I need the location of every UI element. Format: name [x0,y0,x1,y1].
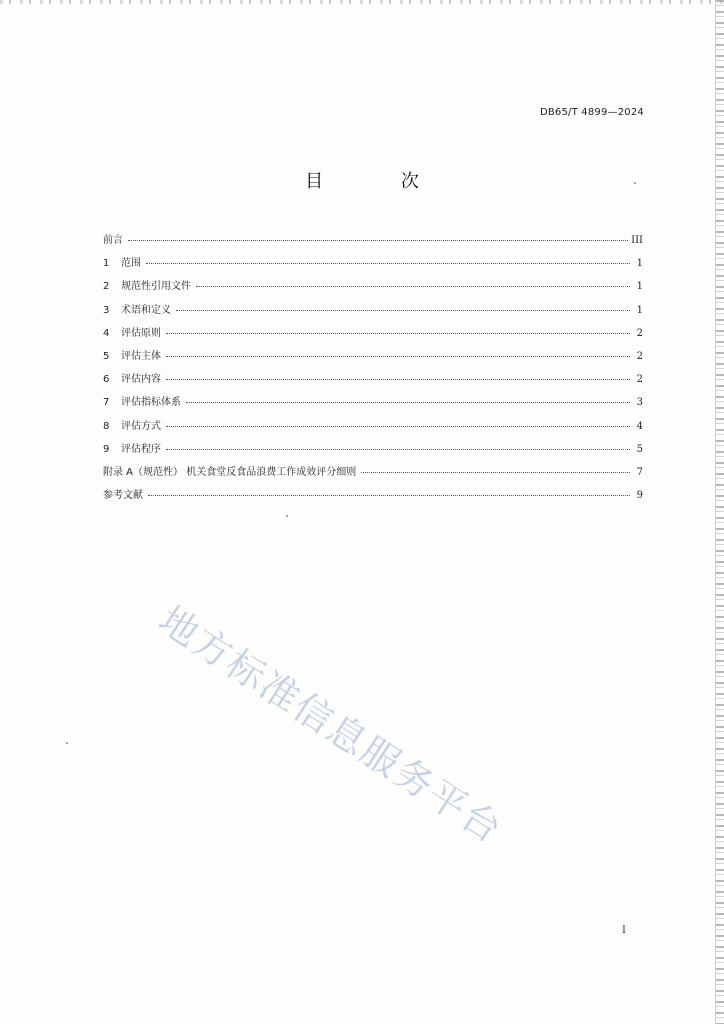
table-of-contents [103,231,643,509]
toc-leader-dots [166,439,630,450]
page-title: 目 次 [305,171,455,192]
toc-leader-dots [361,462,630,473]
toc-entry-number: 6 [103,374,110,386]
toc-entry-title: 术语和定义 [121,304,171,316]
toc-entry[interactable] [103,254,643,277]
toc-entry[interactable] [103,347,643,370]
toc-leader-dots [148,485,630,496]
toc-leader-dots [166,346,630,357]
toc-entry[interactable] [103,370,643,393]
scan-speck [286,515,288,517]
toc-entry-title: 前言 [103,235,123,246]
toc-entry[interactable] [103,231,643,254]
toc-entry-title: 规范性引用文件 [121,281,191,293]
toc-entry[interactable] [103,417,643,440]
scan-artifact-right-edge [716,0,724,1024]
toc-entry-number: 1 [103,258,110,270]
toc-entry-number: 3 [103,304,110,316]
toc-entry[interactable] [103,324,643,347]
toc-entry-page: 1 [636,258,643,270]
toc-entry-title: 参考文献 [103,490,143,502]
toc-entry-page: 3 [636,397,643,409]
toc-leader-dots [186,392,630,403]
toc-entry[interactable] [103,393,643,416]
toc-entry[interactable] [103,277,643,300]
toc-entry-page: III [631,235,643,246]
toc-entry-title: 评估指标体系 [121,397,181,409]
toc-entry-page: 2 [636,350,643,362]
toc-entry-number: 9 [103,443,110,455]
toc-leader-dots [196,276,630,287]
toc-entry-title: 评估方式 [121,420,161,432]
scan-speck [66,742,68,744]
toc-entry-title: 评估程序 [121,443,161,455]
toc-entry-number: 7 [103,397,110,409]
toc-entry-title: 评估原则 [121,327,161,339]
toc-leader-dots [166,323,630,334]
toc-leader-dots [176,300,630,311]
toc-entry-page: 1 [636,281,643,293]
toc-entry-number: 8 [103,420,110,432]
standard-number: DB65/T 4899—2024 [539,107,644,118]
toc-leader-dots [166,416,630,427]
toc-entry-page: 1 [636,304,643,316]
toc-entry-page: 5 [636,443,643,455]
toc-entry-number: 2 [103,281,110,293]
toc-entry[interactable] [103,486,643,509]
toc-entry-page: 4 [636,420,643,432]
toc-entry[interactable] [103,440,643,463]
toc-leader-dots [166,369,630,380]
toc-entry-page: 9 [636,490,643,502]
toc-leader-dots [146,253,630,264]
toc-entry-title: 评估内容 [121,374,161,386]
toc-entry-page: 7 [636,466,643,478]
toc-entry[interactable] [103,301,643,324]
footer-page-number: I [622,925,626,936]
toc-entry-title: 附录 A（规范性） 机关食堂反食品浪费工作成效评分细则 [103,466,357,478]
watermark-text: 地方标准信息服务平台 [151,597,511,853]
toc-entry-title: 评估主体 [121,350,161,362]
toc-leader-dots [128,230,628,241]
toc-entry[interactable] [103,463,643,486]
scan-speck [634,182,636,184]
toc-entry-number: 5 [103,350,110,362]
toc-entry-page: 2 [636,374,643,386]
scan-artifact-top [0,0,724,4]
toc-entry-page: 2 [636,327,643,339]
toc-entry-number: 4 [103,327,110,339]
toc-entry-title: 范围 [121,258,141,270]
